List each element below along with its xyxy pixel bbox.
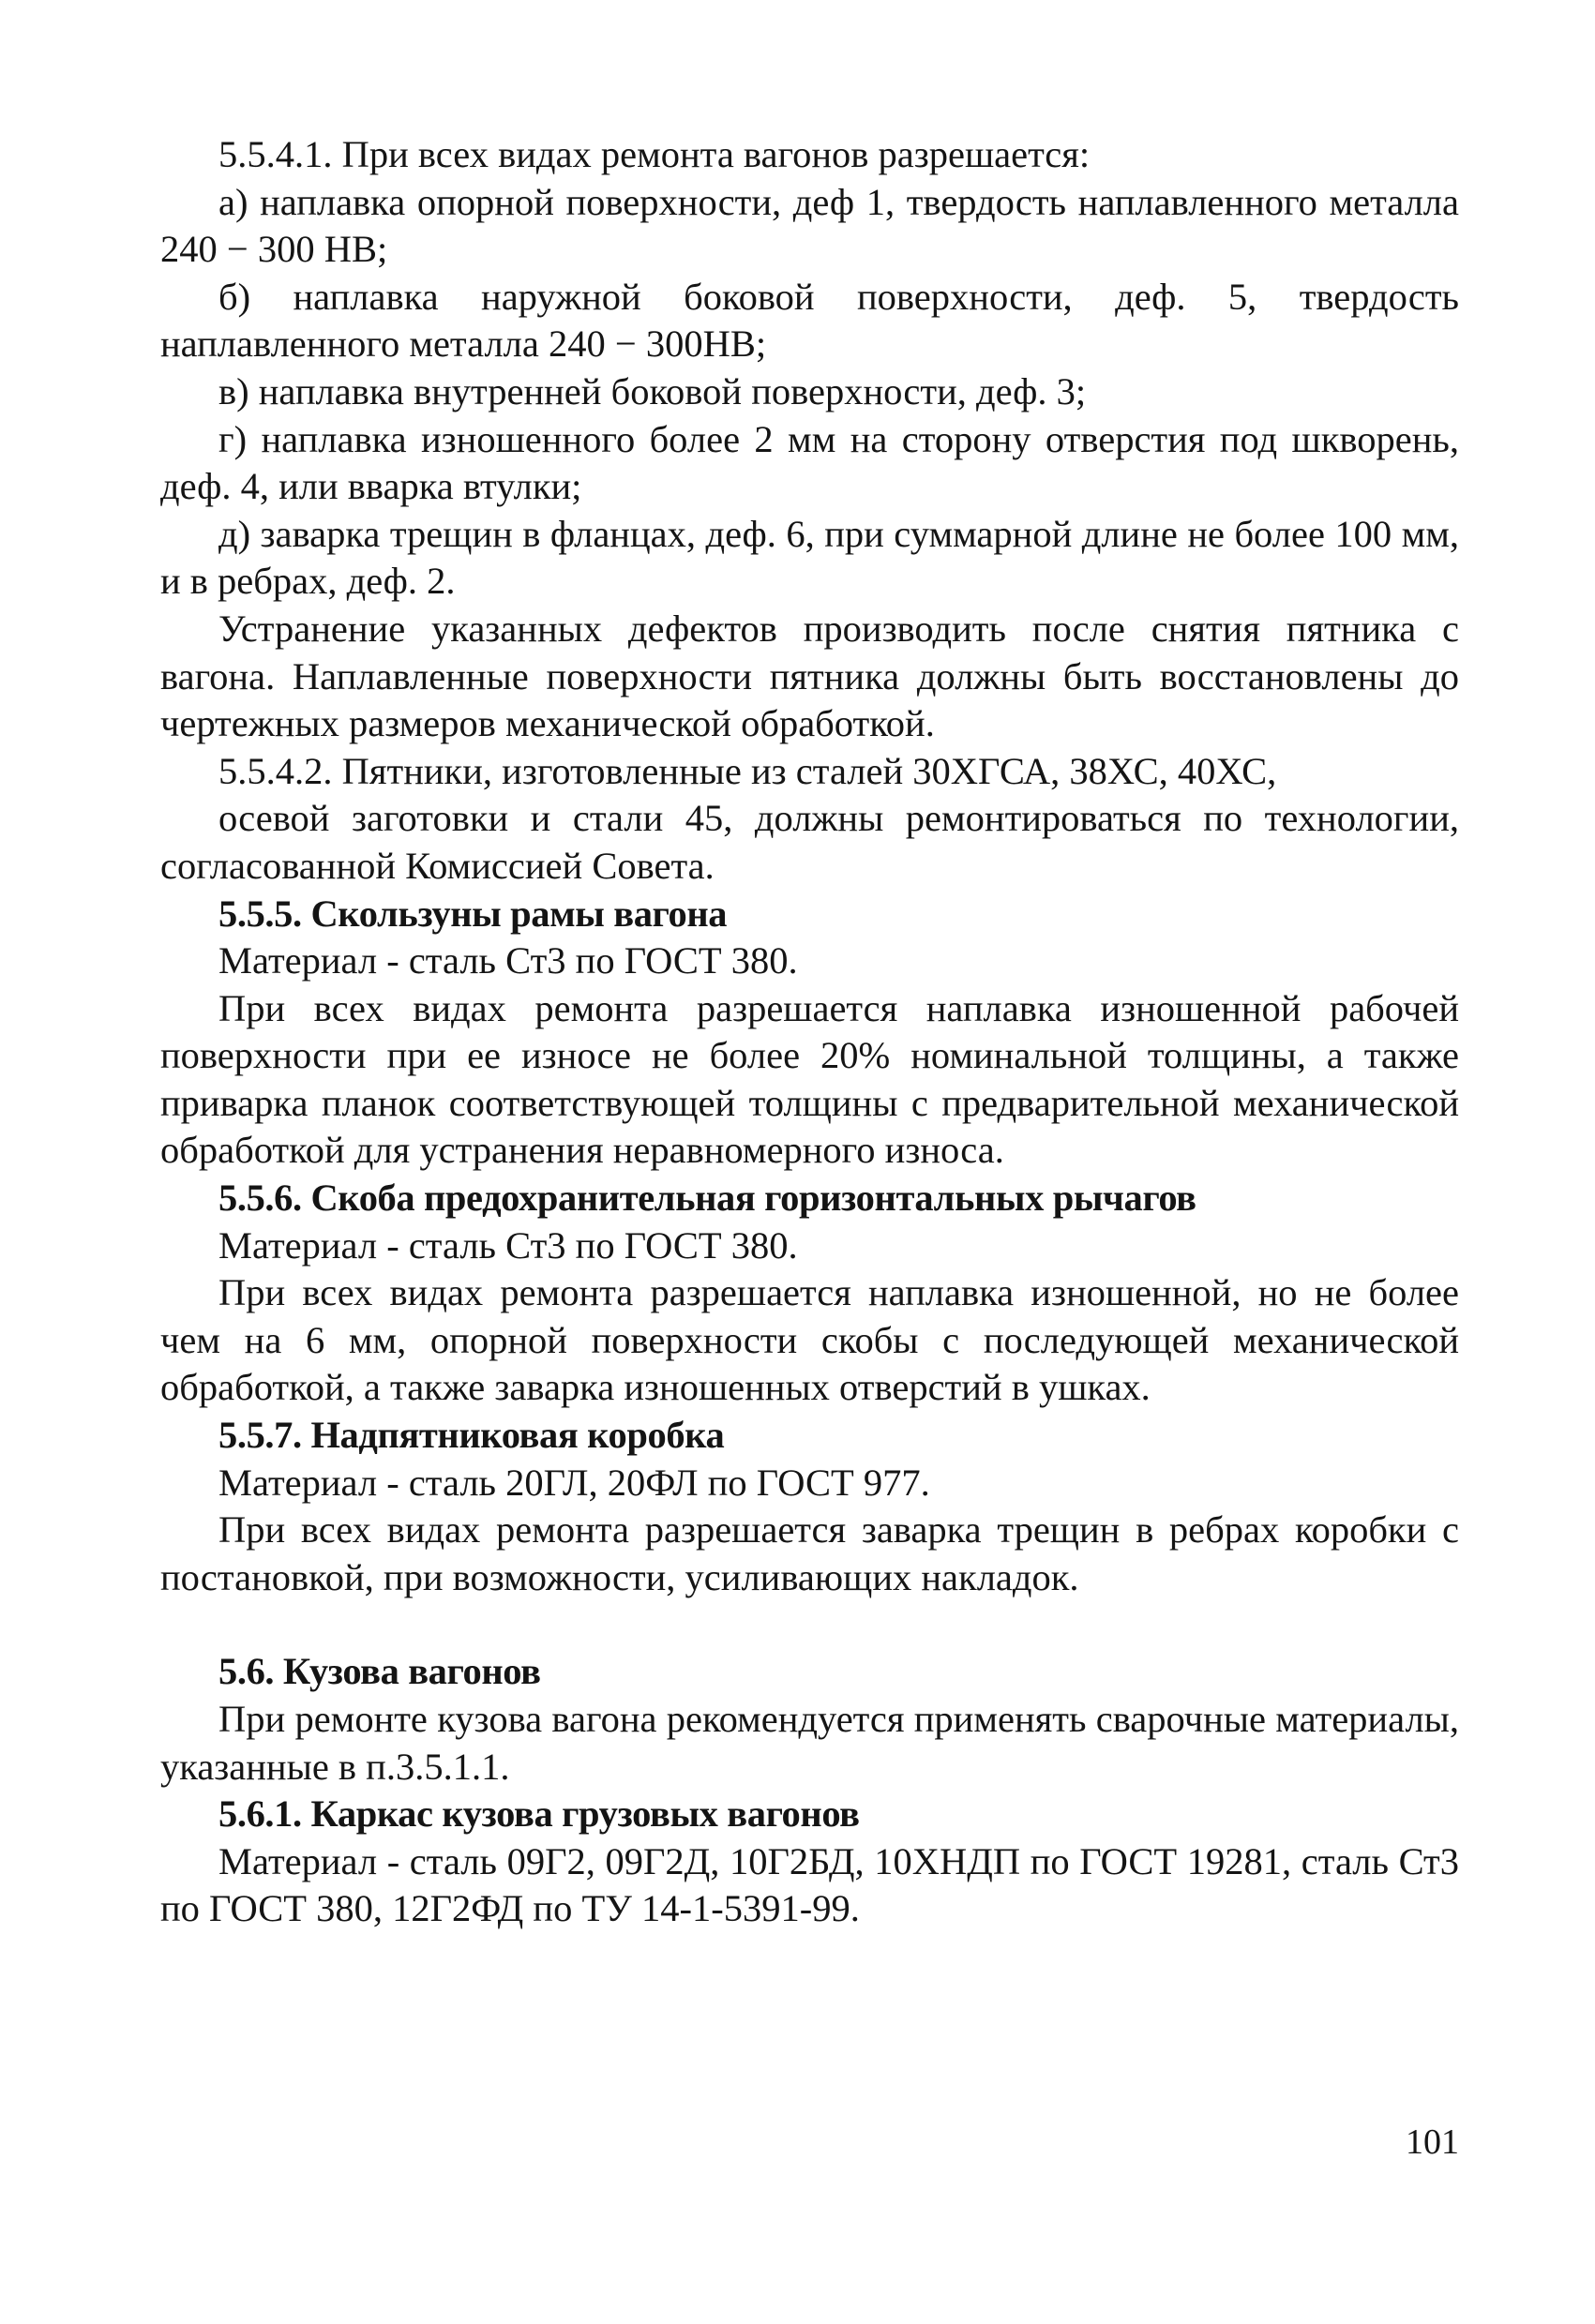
paragraph-5-5-4-1: 5.5.4.1. При всех видах ремонта вагонов разрешается:	[218, 133, 1091, 175]
paragraph-5-5-4-2: 5.5.4.2. Пятники, изготовленные из сталей 30ХГСА, 38ХС, 40ХС,	[218, 749, 1277, 792]
page-number: 101	[1406, 2122, 1459, 2162]
paragraph-5-5-6-repair: При всех видах ремонта разрешается наплавка изношенной, но не более чем на 6 мм, опорной поверхности скобы с последующей механической обработкой, а также заварка изношенных отверстий в ушках.	[160, 1271, 1459, 1409]
list-item-v: в) наплавка внутренней боковой поверхности, деф. 3;	[218, 369, 1087, 412]
section-heading-5-5-5: 5.5.5. Скользуны рамы вагона	[218, 892, 728, 935]
material-5-6-1: Материал - сталь 09Г2, 09Г2Д, 10Г2БД, 10ХНДП по ГОСТ 19281, сталь Ст3 по ГОСТ 380, 12Г2ФД по ТУ 14-1-5391-99.	[160, 1839, 1459, 1930]
paragraph-5-5-5-repair: При всех видах ремонта разрешается наплавка изношенной рабочей поверхности при ее износе не более 20% номинальной толщины, а также приварка планок соответствующей толщины с предварительной механической обработкой для устранения неравномерного износа.	[160, 986, 1459, 1172]
paragraph-5-5-7-repair: При всех видах ремонта разрешается заварка трещин в ребрах коробки с постановкой, при возможности, усиливающих накладок.	[160, 1508, 1459, 1598]
page-text	[160, 131, 1459, 1933]
list-item-b: б) наплавка наружной боковой поверхности, деф. 5, твердость наплавленного металла 240 − 300НВ;	[160, 275, 1459, 366]
list-item-g: г) наплавка изношенного более 2 мм на сторону отверстия под шкворень, деф. 4, или вварка втулки;	[160, 417, 1459, 508]
material-5-5-5: Материал - сталь Ст3 по ГОСТ 380.	[218, 939, 798, 982]
paragraph-5-6-intro: При ремонте кузова вагона рекомендуется применять сварочные материалы, указанные в п.3.5.1.1.	[160, 1698, 1459, 1788]
list-item-d: д) заварка трещин в фланцах, деф. 6, при суммарной длине не более 100 мм, и в ребрах, деф. 2.	[160, 512, 1459, 603]
material-5-5-6: Материал - сталь Ст3 по ГОСТ 380.	[218, 1223, 798, 1267]
section-heading-5-6: 5.6. Кузова вагонов	[218, 1650, 541, 1693]
section-heading-5-5-7: 5.5.7. Надпятниковая коробка	[218, 1414, 725, 1457]
paragraph-5-5-4-2-continued: осевой заготовки и стали 45, должны ремонтироваться по технологии, согласованной Комиссией Совета.	[160, 797, 1459, 887]
list-item-a: а) наплавка опорной поверхности, деф 1, твердость наплавленного металла 240 − 300 НВ;	[160, 180, 1459, 271]
section-spacer	[160, 1601, 1459, 1648]
section-heading-5-6-1: 5.6.1. Каркас кузова грузовых вагонов	[218, 1792, 860, 1836]
section-heading-5-5-6: 5.5.6. Скоба предохранительная горизонтальных рычагов	[218, 1177, 1196, 1220]
paragraph-defects-removal: Устранение указанных дефектов производить после снятия пятника с вагона. Наплавленные поверхности пятника должны быть восстановлены до чертежных размеров механической обработкой.	[160, 607, 1459, 745]
material-5-5-7: Материал - сталь 20ГЛ, 20ФЛ по ГОСТ 977.	[218, 1461, 930, 1504]
